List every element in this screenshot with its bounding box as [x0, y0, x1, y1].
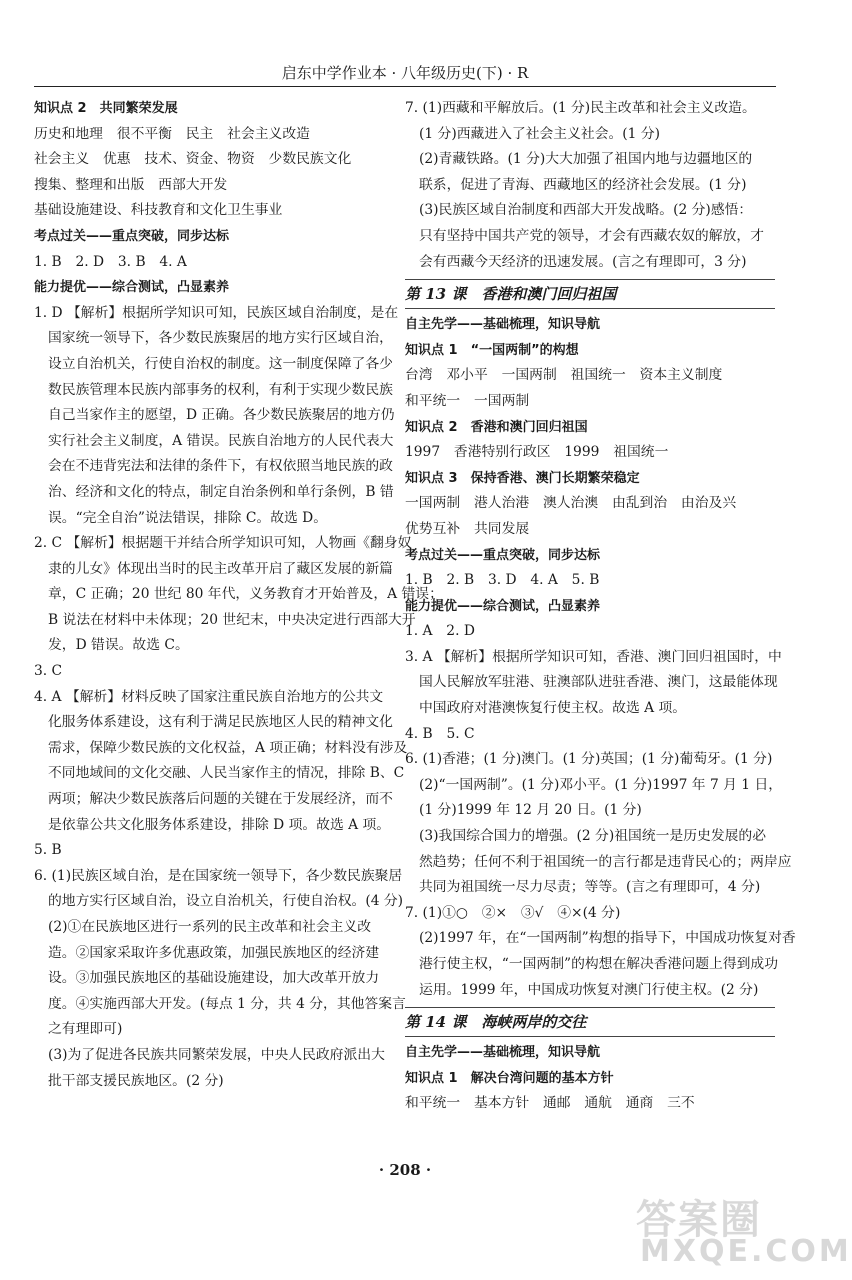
section-heading: 考点过关——重点突破，同步达标	[405, 547, 601, 563]
watermark-url: MXQE.COM	[640, 1234, 852, 1269]
answer-line: 共同为祖国统一尽力尽责；等等。(言之有理即可，4 分)	[419, 879, 761, 896]
answer-line: 4. B 5. C	[405, 725, 475, 742]
running-header: 启东中学作业本 · 八年级历史(下) · R	[281, 64, 529, 82]
section-heading: 能力提优——综合测试，凸显素养	[34, 280, 230, 296]
answer-line: 发，D 错误。故选 C。	[48, 637, 189, 654]
answer-line: 1. B 2. D 3. B 4. A	[34, 253, 187, 270]
answer-line: 中国政府对港澳恢复行使主权。故选 A 项。	[419, 700, 687, 717]
answer-line: 然趋势；任何不利于祖国统一的言行都是违背民心的；两岸应	[419, 853, 792, 870]
answer-line: 会有西藏今天经济的迅速发展。(言之有理即可，3 分)	[419, 253, 747, 270]
answer-line: 设。③加强民族地区的基础设施建设，加大改革开放力	[48, 970, 380, 987]
answer-line: 1. B 2. B 3. D 4. A 5. B	[405, 572, 600, 589]
answer-line: 历史和地理 很不平衡 民主 社会主义改造	[34, 125, 310, 142]
answer-line: 搜集、整理和出版 西部大开发	[34, 176, 228, 193]
answer-line: 和平统一 一国两制	[405, 392, 530, 409]
page-number: · 208 ·	[378, 1161, 432, 1179]
answer-line: 港行使主权，“一国两制”的构想在解决香港问题上得到成功	[419, 956, 779, 972]
answer-line: 数民族管理本民族内部事务的权利，有利于实现少数民族	[48, 381, 393, 398]
answer-line: 和平统一 基本方针 通邮 通航 通商 三不	[405, 1095, 695, 1112]
answer-line: 4. A 【解析】材料反映了国家注重民族自治地方的公共文	[34, 688, 384, 705]
answer-line: 7. (1)西藏和平解放后。(1 分)民主改革和社会主义改造。	[405, 100, 756, 116]
answer-line: (3)为了促进各民族共同繁荣发展，中央人民政府派出大	[48, 1046, 385, 1063]
answer-line: 章，C 正确；20 世纪 80 年代，义务教育才开始普及，A 错误；	[48, 586, 443, 603]
answer-line: 基础设施建设、科技教育和文化卫生事业	[34, 202, 283, 219]
answer-line: 治、经济和文化的特点，制定自治条例和单行条例，B 错	[48, 483, 394, 500]
answer-line: 批干部支援民族地区。(2 分)	[48, 1072, 224, 1089]
section-heading: 考点过关——重点突破，同步达标	[34, 228, 230, 244]
answer-line: 是依靠公共文化服务体系建设，排除 D 项。故选 A 项。	[48, 816, 391, 833]
answer-line: 1. D 【解析】根据所学知识可知，民族区域自治制度，是在	[34, 304, 399, 321]
answer-line: 1997 香港特别行政区 1999 祖国统一	[405, 444, 669, 461]
answer-line: 设立自治机关，行使自治权的制度。这一制度保障了各少	[48, 355, 393, 372]
answer-line: 的地方实行区域自治，设立自治机关，行使自治权。(4 分)	[48, 893, 404, 910]
answer-line: 6. (1)香港；(1 分)澳门。(1 分)英国；(1 分)葡萄牙。(1 分)	[405, 751, 773, 768]
answer-line: 台湾 邓小平 一国两制 祖国统一 资本主义制度	[405, 367, 723, 384]
lesson-title: 第 13 课 香港和澳门回归祖国	[405, 279, 775, 309]
answer-line: 只有坚持中国共产党的领导，才会有西藏农奴的解放，才	[419, 227, 764, 244]
answer-line: 两项；解决少数民族落后问题的关键在于发展经济，而不	[48, 791, 393, 808]
section-heading: 自主先学——基础梳理，知识导航	[405, 317, 601, 333]
answer-line: 实行社会主义制度，A 错误。民族自治地方的人民代表大	[48, 432, 394, 449]
answer-line: 1. A 2. D	[405, 623, 475, 640]
section-heading: 能力提优——综合测试，凸显素养	[405, 598, 601, 614]
answer-line: 会在不违背宪法和法律的条件下，有权依照当地民族的政	[48, 458, 393, 475]
answer-line: (3)我国综合国力的增强。(2 分)祖国统一是历史发展的必	[419, 828, 767, 845]
answer-line: 国家统一领导下，各少数民族聚居的地方实行区域自治，	[48, 330, 393, 347]
answer-line: 之有理即可)	[48, 1021, 123, 1038]
answer-line: 自己当家作主的愿望，D 正确。各少数民族聚居的地方仍	[48, 407, 395, 424]
right-column	[405, 96, 796, 1117]
header-divider	[34, 86, 776, 87]
answer-line: (2)①在民族地区进行一系列的民主改革和社会主义改	[48, 919, 372, 935]
answer-line: 需求，保障少数民族的文化权益，A 项正确；材料没有涉及	[48, 739, 408, 756]
answer-line: 优势互补 共同发展	[405, 520, 530, 537]
answer-line: (1 分)1999 年 12 月 20 日。(1 分)	[419, 802, 642, 819]
answer-line: 2. C 【解析】根据题干并结合所学知识可知，人物画《翻身奴	[34, 535, 412, 552]
answer-line: 3. C	[34, 663, 63, 680]
answer-line: (2)“一国两制”。(1 分)邓小平。(1 分)1997 年 7 月 1 日，	[419, 776, 783, 793]
answer-line: 5. B	[34, 842, 62, 859]
lesson-title: 第 14 课 海峡两岸的交往	[405, 1007, 775, 1037]
answer-line: 联系，促进了青海、西藏地区的经济社会发展。(1 分)	[419, 176, 747, 193]
answer-line: 度。④实施西部大开发。(每点 1 分，共 4 分，其他答案言	[48, 995, 406, 1012]
section-heading: 知识点 1 解决台湾问题的基本方针	[405, 1070, 614, 1086]
answer-line: 误。“完全自治”说法错误，排除 C。故选 D。	[48, 509, 328, 526]
answer-line: 不同地域间的文化交融、人民当家作主的情况，排除 B、C	[48, 765, 405, 782]
answer-line: B 说法在材料中未体现；20 世纪末，中央决定进行西部大开	[48, 611, 416, 628]
section-heading: 自主先学——基础梳理，知识导航	[405, 1045, 601, 1061]
section-heading: 知识点 1 “一国两制”的构想	[405, 342, 579, 358]
answer-line: 造。②国家采取许多优惠政策，加强民族地区的经济建	[48, 944, 380, 961]
answer-line: 化服务体系建设，这有利于满足民族地区人民的精神文化	[48, 714, 393, 731]
answer-line: 6. (1)民族区域自治，是在国家统一领导下，各少数民族聚居	[34, 867, 403, 884]
answer-line: (2)青藏铁路。(1 分)大大加强了祖国内地与边疆地区的	[419, 151, 753, 168]
answer-line: (3)民族区域自治制度和西部大开发战略。(2 分)感悟：	[419, 202, 753, 219]
section-heading: 知识点 2 香港和澳门回归祖国	[405, 419, 588, 435]
section-heading: 知识点 3 保持香港、澳门长期繁荣稳定	[405, 470, 640, 486]
answer-line: 社会主义 优惠 技术、资金、物资 少数民族文化	[34, 151, 352, 168]
section-heading: 知识点 2 共同繁荣发展	[34, 101, 178, 116]
answer-line: 隶的儿女》体现出当时的民主改革开启了藏区发展的新篇	[48, 560, 393, 577]
answer-line: 7. (1)①○ ②× ③√ ④×(4 分)	[405, 904, 621, 921]
answer-line: 运用。1999 年，中国成功恢复对澳门行使主权。(2 分)	[419, 981, 759, 998]
answer-line: 一国两制 港人治港 澳人治澳 由乱到治 由治及兴	[405, 495, 737, 512]
answer-line: 国人民解放军驻港、驻澳部队进驻香港、澳门，这最能体现	[419, 674, 778, 691]
answer-line: (2)1997 年，在“一国两制”构想的指导下，中国成功恢复对香	[419, 930, 796, 947]
answer-line: 3. A 【解析】根据所学知识可知，香港、澳门回归祖国时，中	[405, 648, 782, 665]
answer-line: (1 分)西藏进入了社会主义社会。(1 分)	[419, 125, 661, 142]
watermark-logo: 答案圈	[636, 1197, 762, 1243]
